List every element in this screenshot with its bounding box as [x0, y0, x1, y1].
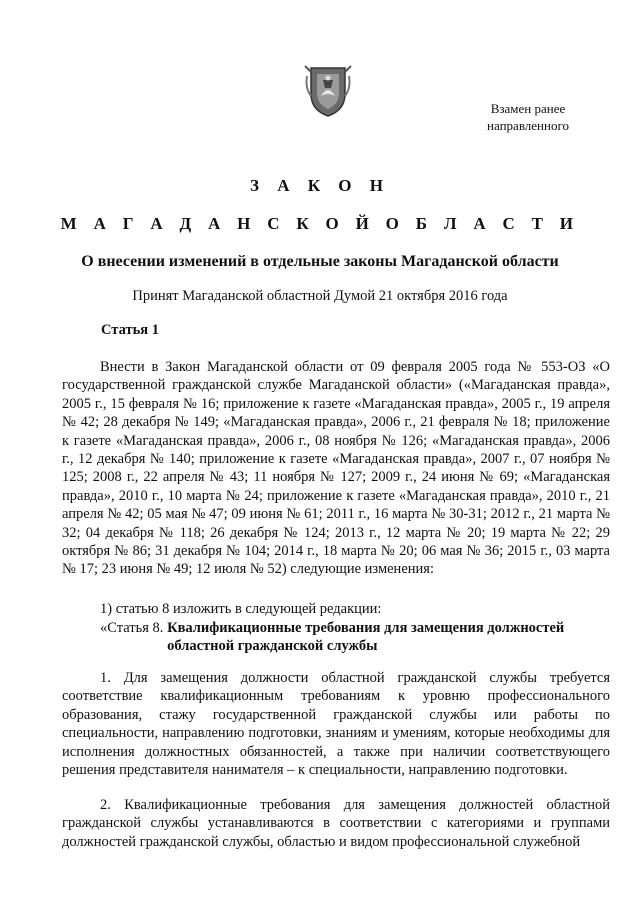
adoption-line: Принят Магаданской областной Думой 21 октября 2016 года [132, 288, 508, 304]
region-title: М А Г А Д А Н С К О Й О Б Л А С Т И [60, 214, 580, 233]
replacement-note [458, 100, 598, 134]
law-subject-title: О внесении изменений в отдельные законы Магаданской области [81, 253, 559, 270]
replacement-note-line: Взамен ранее [490, 101, 566, 116]
document-type-title: З А К О Н [249, 176, 391, 195]
coat-of-arms-icon [303, 62, 353, 118]
intro-paragraph: Внести в Закон Магаданской области от 09 февраля 2005 года № 553-ОЗ «О государственной гражданской службе Магаданской области» («Магаданская правда», 2005 г., 15 февраля № 16; приложение к газете «Магаданская правда», 2005 г., 19 апреля № 42; 28 декабря № 149; «Магаданская правда», 2006 г., 21 февраля № 18; приложение к газете «Магаданская правда», 2006 г., 08 ноября № 126; «Магаданская правда», 2006 г., 12 декабря № 140; приложение к газете «Магаданская правда», 2007 г., 07 ноября № 125; 2008 г., 22 апреля № 43; 11 ноября № 127; 2009 г., 24 июня № 69; «Магаданская правда», 2010 г., 10 марта № 24; приложение к газете «Магаданская правда», 2010 г., 21 апреля № 42; 05 мая № 47; 09 июня № 61; 2011 г., 16 марта № 30-31; 2012 г., 21 марта № 32; 04 декабря № 118; 26 декабря № 124; 2013 г., 12 марта № 20; 19 марта № 22; 29 октября № 86; 31 декабря № 104; 2014 г., 18 марта № 20; 06 мая № 36; 2015 г., 03 марта № 17; 23 июня № 49; 12 июля № 52) следующие изменения: [62, 359, 610, 578]
article-8-prefix: «Статья 8. [100, 620, 164, 636]
replacement-note-line: направленного [487, 118, 569, 133]
article-8-title-line: Квалификационные требования для замещения должностей [167, 620, 565, 636]
amendment-item-1: 1) статью 8 изложить в следующей редакции: [100, 601, 382, 617]
paragraph-2: 2. Квалификационные требования для замещения должностей областной гражданской службы устанавливаются в соответствии с категориями и группами должностей гражданской службы, областью и видом профессиональной служебной [62, 797, 610, 850]
article-8-heading [100, 619, 564, 655]
paragraph-1: 1. Для замещения должности областной гражданской службы требуется соответствие квалификационным требованиям к уровню профессионального образования, стажу государственной гражданской службы или работы по специальности, направлению подготовки, знаниям и умениям, которые необходимы для исполнения должностных обязанностей, а также при наличии соответствующего решения представителя нанимателя – к специальности, направлению подготовки. [62, 670, 610, 779]
article-heading: Статья 1 [101, 322, 159, 338]
article-8-title-line: областной гражданской службы [167, 638, 378, 654]
article-8-title [167, 619, 564, 655]
